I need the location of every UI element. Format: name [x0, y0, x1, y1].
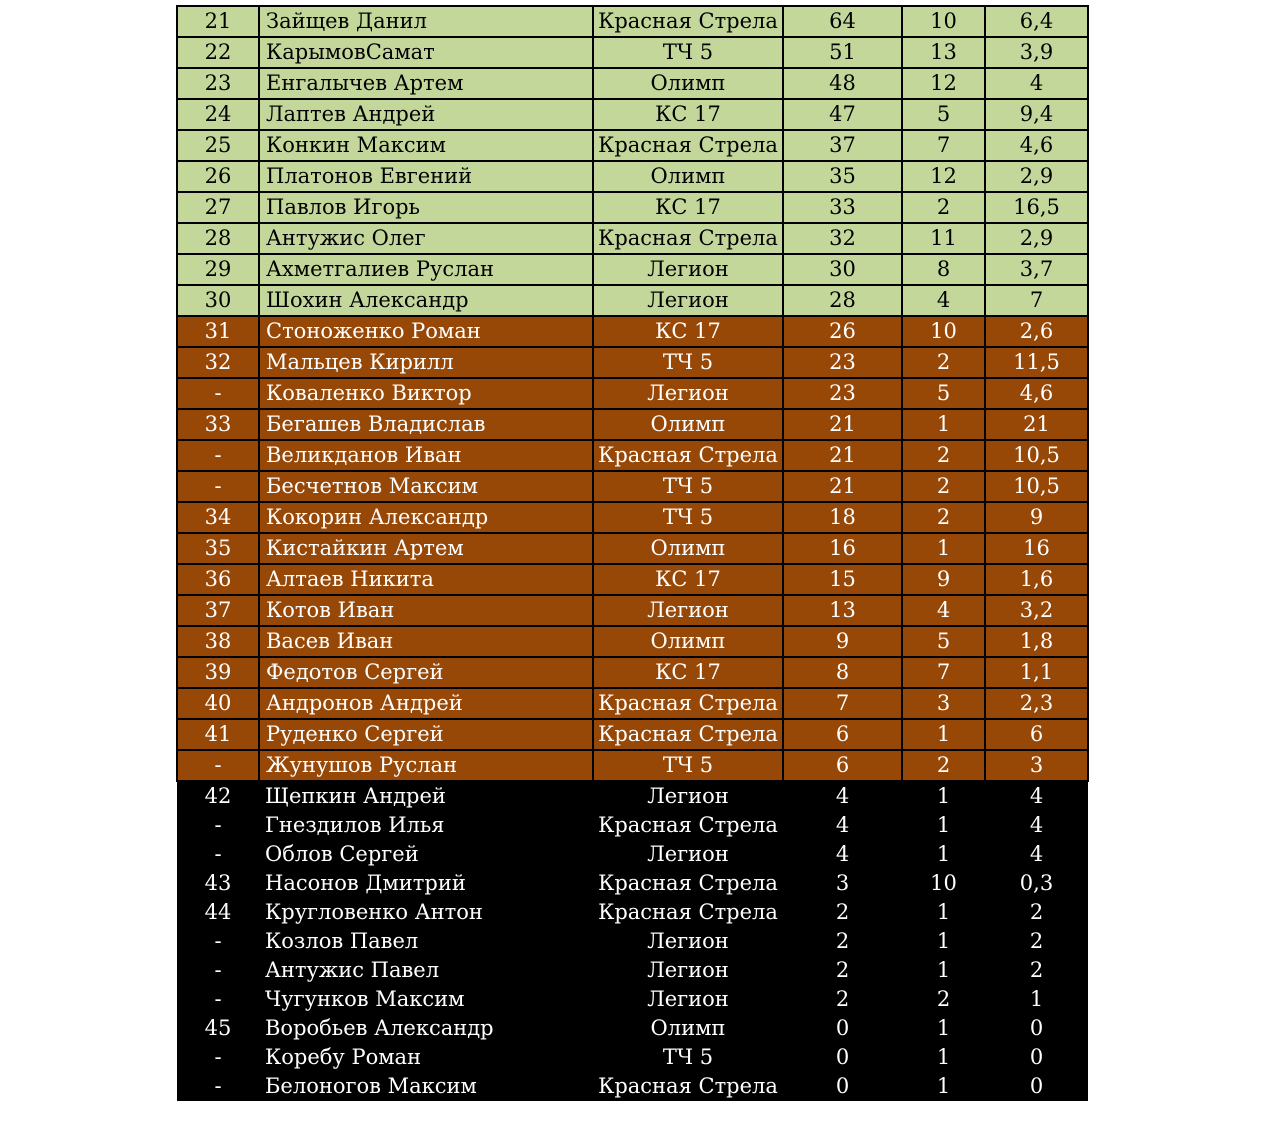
table-row [177, 688, 1088, 719]
rank-cell: 31 [177, 316, 259, 347]
points-cell: 18 [783, 502, 902, 533]
average-cell: 1,6 [985, 564, 1088, 595]
table-row [177, 657, 1088, 688]
points-cell: 15 [783, 564, 902, 595]
table-row [177, 254, 1088, 285]
games-cell: 2 [902, 502, 985, 533]
points-cell: 26 [783, 316, 902, 347]
games-cell: 1 [902, 533, 985, 564]
average-cell: 0 [985, 1014, 1088, 1043]
table-row [177, 68, 1088, 99]
team-cell: ТЧ 5 [593, 502, 783, 533]
rank-cell: 38 [177, 626, 259, 657]
games-cell: 13 [902, 37, 985, 68]
points-cell: 35 [783, 161, 902, 192]
points-cell: 3 [783, 869, 902, 898]
rank-cell: 42 [177, 781, 259, 811]
table-row [177, 927, 1088, 956]
rank-cell: 41 [177, 719, 259, 750]
average-cell: 2,3 [985, 688, 1088, 719]
team-cell: Красная Стрела [593, 898, 783, 927]
rank-cell: 39 [177, 657, 259, 688]
games-cell: 1 [902, 1014, 985, 1043]
average-cell: 4,6 [985, 378, 1088, 409]
team-cell: Красная Стрела [593, 869, 783, 898]
rank-cell: 43 [177, 869, 259, 898]
average-cell: 3,9 [985, 37, 1088, 68]
average-cell: 9,4 [985, 99, 1088, 130]
points-cell: 2 [783, 927, 902, 956]
table-row [177, 6, 1088, 37]
games-cell: 1 [902, 811, 985, 840]
table-row [177, 564, 1088, 595]
games-cell: 9 [902, 564, 985, 595]
player-name-cell: Котов Иван [259, 595, 593, 626]
team-cell: Красная Стрела [593, 719, 783, 750]
table-row [177, 840, 1088, 869]
rank-cell: - [177, 378, 259, 409]
table-row [177, 192, 1088, 223]
rank-cell: 34 [177, 502, 259, 533]
games-cell: 1 [902, 719, 985, 750]
rank-cell: 21 [177, 6, 259, 37]
points-cell: 9 [783, 626, 902, 657]
table-row [177, 37, 1088, 68]
player-name-cell: Шохин Александр [259, 285, 593, 316]
table-row [177, 1072, 1088, 1101]
player-name-cell: Чугунков Максим [259, 985, 593, 1014]
team-cell: Олимп [593, 533, 783, 564]
team-cell: Красная Стрела [593, 223, 783, 254]
rank-cell: - [177, 840, 259, 869]
player-name-cell: Кистайкин Артем [259, 533, 593, 564]
table-row [177, 1043, 1088, 1072]
team-cell: Легион [593, 285, 783, 316]
player-name-cell: Насонов Дмитрий [259, 869, 593, 898]
games-cell: 12 [902, 68, 985, 99]
table-row [177, 985, 1088, 1014]
average-cell: 4 [985, 68, 1088, 99]
games-cell: 7 [902, 657, 985, 688]
games-cell: 7 [902, 130, 985, 161]
team-cell: Красная Стрела [593, 688, 783, 719]
table-row [177, 99, 1088, 130]
average-cell: 4 [985, 781, 1088, 811]
table-row [177, 750, 1088, 781]
player-name-cell: Павлов Игорь [259, 192, 593, 223]
average-cell: 16 [985, 533, 1088, 564]
team-cell: Олимп [593, 68, 783, 99]
table-row [177, 130, 1088, 161]
player-name-cell: Мальцев Кирилл [259, 347, 593, 378]
rank-cell: 29 [177, 254, 259, 285]
rank-cell: - [177, 956, 259, 985]
rank-cell: 25 [177, 130, 259, 161]
player-name-cell: Енгалычев Артем [259, 68, 593, 99]
average-cell: 10,5 [985, 471, 1088, 502]
points-cell: 6 [783, 719, 902, 750]
rank-cell: 27 [177, 192, 259, 223]
points-cell: 4 [783, 840, 902, 869]
player-name-cell: Алтаев Никита [259, 564, 593, 595]
games-cell: 3 [902, 688, 985, 719]
player-name-cell: Антужис Олег [259, 223, 593, 254]
games-cell: 4 [902, 595, 985, 626]
games-cell: 2 [902, 347, 985, 378]
player-name-cell: Антужис Павел [259, 956, 593, 985]
points-cell: 0 [783, 1043, 902, 1072]
points-cell: 28 [783, 285, 902, 316]
player-name-cell: Коваленко Виктор [259, 378, 593, 409]
games-cell: 1 [902, 840, 985, 869]
average-cell: 2,9 [985, 161, 1088, 192]
table-row [177, 502, 1088, 533]
points-cell: 48 [783, 68, 902, 99]
average-cell: 0 [985, 1072, 1088, 1101]
points-cell: 51 [783, 37, 902, 68]
rank-cell: 28 [177, 223, 259, 254]
average-cell: 0,3 [985, 869, 1088, 898]
games-cell: 1 [902, 898, 985, 927]
games-cell: 10 [902, 869, 985, 898]
average-cell: 10,5 [985, 440, 1088, 471]
team-cell: Легион [593, 595, 783, 626]
player-name-cell: Федотов Сергей [259, 657, 593, 688]
games-cell: 4 [902, 285, 985, 316]
table-row [177, 440, 1088, 471]
team-cell: Легион [593, 985, 783, 1014]
points-cell: 2 [783, 985, 902, 1014]
player-name-cell: Бегашев Владислав [259, 409, 593, 440]
rank-cell: 45 [177, 1014, 259, 1043]
average-cell: 1,8 [985, 626, 1088, 657]
rank-cell: - [177, 440, 259, 471]
team-cell: ТЧ 5 [593, 750, 783, 781]
games-cell: 1 [902, 1043, 985, 1072]
player-name-cell: Кокорин Александр [259, 502, 593, 533]
average-cell: 4,6 [985, 130, 1088, 161]
team-cell: Красная Стрела [593, 130, 783, 161]
average-cell: 1 [985, 985, 1088, 1014]
team-cell: Олимп [593, 409, 783, 440]
player-name-cell: Облов Сергей [259, 840, 593, 869]
points-cell: 32 [783, 223, 902, 254]
rank-cell: - [177, 927, 259, 956]
team-cell: Олимп [593, 626, 783, 657]
average-cell: 21 [985, 409, 1088, 440]
games-cell: 1 [902, 1072, 985, 1101]
points-cell: 21 [783, 409, 902, 440]
table-row [177, 378, 1088, 409]
standings-table [176, 5, 1089, 1101]
games-cell: 2 [902, 440, 985, 471]
rank-cell: 40 [177, 688, 259, 719]
player-name-cell: Платонов Евгений [259, 161, 593, 192]
average-cell: 1,1 [985, 657, 1088, 688]
points-cell: 23 [783, 347, 902, 378]
rank-cell: - [177, 471, 259, 502]
player-name-cell: Козлов Павел [259, 927, 593, 956]
player-name-cell: Зайщев Данил [259, 6, 593, 37]
rank-cell: 36 [177, 564, 259, 595]
games-cell: 5 [902, 626, 985, 657]
average-cell: 2 [985, 956, 1088, 985]
points-cell: 0 [783, 1014, 902, 1043]
team-cell: КС 17 [593, 657, 783, 688]
average-cell: 9 [985, 502, 1088, 533]
rank-cell: 44 [177, 898, 259, 927]
games-cell: 5 [902, 99, 985, 130]
rank-cell: 23 [177, 68, 259, 99]
standings-body [177, 6, 1088, 1101]
table-row [177, 811, 1088, 840]
average-cell: 6 [985, 719, 1088, 750]
player-name-cell: Белоногов Максим [259, 1072, 593, 1101]
games-cell: 12 [902, 161, 985, 192]
average-cell: 16,5 [985, 192, 1088, 223]
games-cell: 11 [902, 223, 985, 254]
table-row [177, 781, 1088, 811]
points-cell: 2 [783, 898, 902, 927]
rank-cell: 30 [177, 285, 259, 316]
points-cell: 30 [783, 254, 902, 285]
average-cell: 2 [985, 898, 1088, 927]
rank-cell: - [177, 985, 259, 1014]
player-name-cell: Андронов Андрей [259, 688, 593, 719]
player-name-cell: Ахметгалиев Руслан [259, 254, 593, 285]
player-name-cell: Гнездилов Илья [259, 811, 593, 840]
rank-cell: - [177, 1072, 259, 1101]
rank-cell: - [177, 750, 259, 781]
player-name-cell: КарымовСамат [259, 37, 593, 68]
points-cell: 21 [783, 471, 902, 502]
team-cell: КС 17 [593, 99, 783, 130]
average-cell: 4 [985, 811, 1088, 840]
points-cell: 37 [783, 130, 902, 161]
table-row [177, 347, 1088, 378]
games-cell: 1 [902, 956, 985, 985]
team-cell: Легион [593, 254, 783, 285]
rank-cell: 32 [177, 347, 259, 378]
average-cell: 2,9 [985, 223, 1088, 254]
points-cell: 47 [783, 99, 902, 130]
player-name-cell: Великданов Иван [259, 440, 593, 471]
points-cell: 16 [783, 533, 902, 564]
points-cell: 33 [783, 192, 902, 223]
table-row [177, 595, 1088, 626]
table-row [177, 956, 1088, 985]
games-cell: 10 [902, 316, 985, 347]
games-cell: 2 [902, 471, 985, 502]
player-name-cell: Воробьев Александр [259, 1014, 593, 1043]
player-name-cell: Бесчетнов Максим [259, 471, 593, 502]
games-cell: 1 [902, 781, 985, 811]
player-name-cell: Лаптев Андрей [259, 99, 593, 130]
games-cell: 8 [902, 254, 985, 285]
rank-cell: 35 [177, 533, 259, 564]
games-cell: 10 [902, 6, 985, 37]
rank-cell: 24 [177, 99, 259, 130]
points-cell: 4 [783, 781, 902, 811]
average-cell: 3,7 [985, 254, 1088, 285]
player-name-cell: Щепкин Андрей [259, 781, 593, 811]
average-cell: 0 [985, 1043, 1088, 1072]
points-cell: 4 [783, 811, 902, 840]
table-row [177, 533, 1088, 564]
team-cell: КС 17 [593, 316, 783, 347]
games-cell: 1 [902, 409, 985, 440]
team-cell: ТЧ 5 [593, 1043, 783, 1072]
team-cell: Красная Стрела [593, 811, 783, 840]
team-cell: Легион [593, 781, 783, 811]
team-cell: Олимп [593, 1014, 783, 1043]
average-cell: 3,2 [985, 595, 1088, 626]
table-row [177, 471, 1088, 502]
games-cell: 1 [902, 927, 985, 956]
average-cell: 2 [985, 927, 1088, 956]
team-cell: Легион [593, 927, 783, 956]
team-cell: Легион [593, 378, 783, 409]
table-row [177, 409, 1088, 440]
player-name-cell: Руденко Сергей [259, 719, 593, 750]
team-cell: КС 17 [593, 192, 783, 223]
points-cell: 64 [783, 6, 902, 37]
points-cell: 0 [783, 1072, 902, 1101]
team-cell: ТЧ 5 [593, 471, 783, 502]
rank-cell: 33 [177, 409, 259, 440]
player-name-cell: Коребу Роман [259, 1043, 593, 1072]
player-name-cell: Кругловенко Антон [259, 898, 593, 927]
team-cell: Красная Стрела [593, 6, 783, 37]
rank-cell: - [177, 1043, 259, 1072]
rank-cell: 37 [177, 595, 259, 626]
table-row [177, 285, 1088, 316]
points-cell: 21 [783, 440, 902, 471]
table-row [177, 1014, 1088, 1043]
average-cell: 2,6 [985, 316, 1088, 347]
points-cell: 23 [783, 378, 902, 409]
team-cell: Красная Стрела [593, 440, 783, 471]
player-name-cell: Стоноженко Роман [259, 316, 593, 347]
table-row [177, 626, 1088, 657]
average-cell: 4 [985, 840, 1088, 869]
team-cell: КС 17 [593, 564, 783, 595]
points-cell: 13 [783, 595, 902, 626]
team-cell: Красная Стрела [593, 1072, 783, 1101]
player-name-cell: Васев Иван [259, 626, 593, 657]
player-name-cell: Конкин Максим [259, 130, 593, 161]
games-cell: 2 [902, 985, 985, 1014]
average-cell: 11,5 [985, 347, 1088, 378]
table-row [177, 869, 1088, 898]
points-cell: 6 [783, 750, 902, 781]
average-cell: 3 [985, 750, 1088, 781]
table-row [177, 898, 1088, 927]
team-cell: Легион [593, 956, 783, 985]
average-cell: 7 [985, 285, 1088, 316]
team-cell: ТЧ 5 [593, 347, 783, 378]
table-row [177, 161, 1088, 192]
table-row [177, 719, 1088, 750]
points-cell: 7 [783, 688, 902, 719]
team-cell: Олимп [593, 161, 783, 192]
team-cell: ТЧ 5 [593, 37, 783, 68]
table-row [177, 223, 1088, 254]
table-row [177, 316, 1088, 347]
points-cell: 2 [783, 956, 902, 985]
team-cell: Легион [593, 840, 783, 869]
games-cell: 2 [902, 192, 985, 223]
rank-cell: 22 [177, 37, 259, 68]
average-cell: 6,4 [985, 6, 1088, 37]
points-cell: 8 [783, 657, 902, 688]
games-cell: 2 [902, 750, 985, 781]
games-cell: 5 [902, 378, 985, 409]
rank-cell: 26 [177, 161, 259, 192]
player-name-cell: Жунушов Руслан [259, 750, 593, 781]
rank-cell: - [177, 811, 259, 840]
